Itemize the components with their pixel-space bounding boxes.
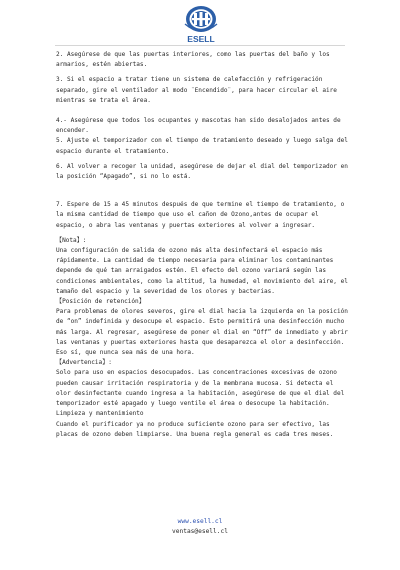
step-5: 5. Ajuste el temporizador con el tiempo de tratamiento deseado y luego salga del espacio durante el tratamiento. bbox=[56, 137, 348, 155]
step-4: 4.- Asegúrese que todos los ocupantes y mascotas han sido desalojados antes de encender. bbox=[56, 117, 341, 135]
limpieza-heading: Limpieza y mantenimiento bbox=[56, 410, 144, 418]
advertencia-heading: 【Advertencia】: bbox=[56, 359, 112, 367]
document-body bbox=[56, 50, 348, 440]
advertencia-text: Solo para uso en espacios desocupados. Las concentraciones excesivas de ozono pueden causar irritación respiratoria y de la membrana mucosa. Si detecta el olor desinfectante cuando ingresa a la habitación, asegúrese de que el dial del temporizador esté apagado y luego ventile el área o desocupe la habitación. bbox=[56, 369, 345, 408]
page-footer bbox=[0, 517, 400, 536]
retencion-heading: 【Posición de retención】 bbox=[56, 298, 145, 306]
step-3: 3. Si el espacio a tratar tiene un sistema de calefacción y refrigeración separado, gire el ventilador al modo ¨Encendido¨, para hacer circular el aire mientras se trata el área. bbox=[56, 76, 337, 104]
limpieza-text: Cuando el purificador ya no produce suficiente ozono para ser efectivo, las placas de ozono deben limpiarse. Una buena regla general es cada tres meses. bbox=[56, 420, 334, 438]
footer-website-link[interactable]: www.esell.cl bbox=[177, 518, 223, 525]
nota-heading: 【Nota】: bbox=[56, 236, 87, 244]
logo-brand-text: ESELL bbox=[187, 34, 215, 44]
esell-logo bbox=[168, 4, 234, 44]
step-7: 7. Espere de 15 a 45 minutos después de que termine el tiempo de tratamiento, o la misma cantidad de tiempo que uso el cañon de Ozono,antes de ocupar el espacio, o abra las ventanas y puertas exteriores al volver a ingresar. bbox=[56, 201, 345, 229]
step-6: 6. Al volver a recoger la unidad, asegúrese de dejar el dial del temporizador en la posición “Apagado”, si no lo está. bbox=[56, 162, 348, 181]
logo-emblem-icon bbox=[168, 4, 234, 44]
retencion-text: Para problemas de olores severos, gire el dial hacia la izquierda en la posición de “on” indefinida y desocupe el espacio. Esto permitirá una desinfección mucho más larga. Al regresar, asegúrese de poner el dial en “Off” de inmediato y abrir las ventanas y puertas exteriores hasta que desaparezca el olor a desinfección. Eso sí, que nunca sea más de una hora. bbox=[56, 308, 348, 357]
header-divider bbox=[55, 45, 345, 46]
footer-email-link[interactable]: ventas@esell.cl bbox=[172, 527, 228, 535]
step-2: 2. Asegúrese de que las puertas interiores, como las puertas del baño y los armarios, estén abiertas. bbox=[56, 51, 330, 69]
nota-text: Una configuración de salida de ozono más alta desinfectará el espacio más rápidamente. La cantidad de tiempo necesaria para eliminar los contaminantes depende de qué tan arraigados estén. El efecto del ozono variará según las condiciones ambientales, como la altitud, la humedad, el movimiento del aire, el tamaño del espacio y la severidad de los olores y bacterias. bbox=[56, 247, 348, 295]
